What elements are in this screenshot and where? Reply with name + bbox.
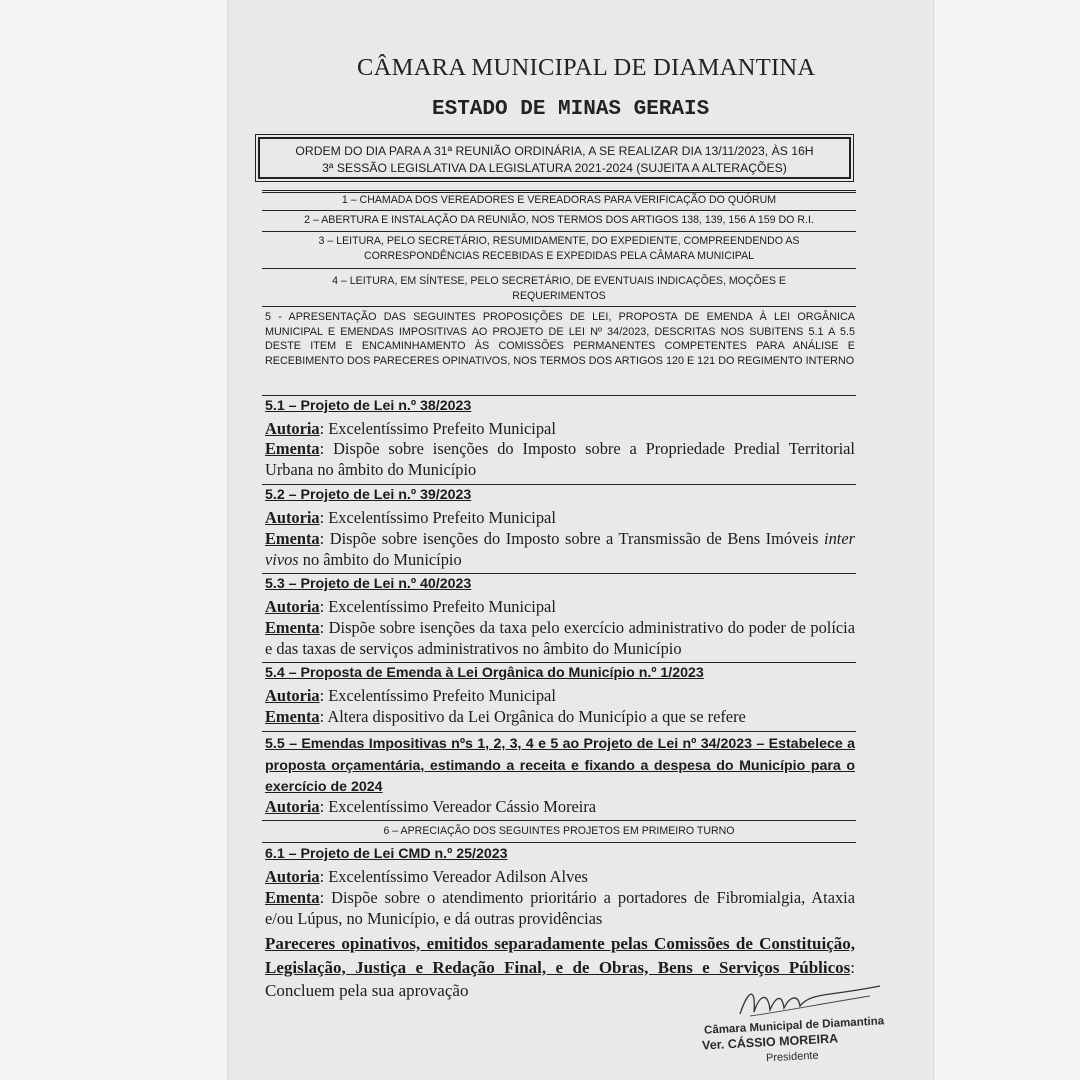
divider <box>262 210 856 211</box>
signature-institution: Câmara Municipal de Diamantina <box>703 1015 885 1037</box>
pareceres-label: Pareceres opinativos, emitidos separadamente pelas Comissões de Constituição, Legislação, Justiça e Redação Final, e de Obras, Bens e Serviços Públicos <box>265 934 855 977</box>
divider <box>262 820 856 821</box>
ordem-line-2: 3ª SESSÃO LEGISLATIVA DA LEGISLATURA 2021-2024 (SUJEITA A ALTERAÇÕES) <box>322 161 787 175</box>
ementa-label: Ementa <box>265 618 320 637</box>
subitem-5-4-autoria <box>265 686 855 706</box>
ementa-label: Ementa <box>265 439 320 458</box>
divider <box>262 731 856 732</box>
ementa-value: : Dispõe sobre isenções da taxa pelo exercício administrativo do poder de polícia e das taxas de serviços administrativos no âmbito do Município <box>265 618 855 658</box>
item-3-line-2: CORRESPONDÊNCIAS RECEBIDAS E EXPEDIDAS PELA CÂMARA MUNICIPAL <box>363 250 755 262</box>
divider <box>262 573 856 574</box>
subitem-6-1-autoria <box>265 867 855 887</box>
document-title: CÂMARA MUNICIPAL DE DIAMANTINA <box>357 54 816 81</box>
autoria-value: : Excelentíssimo Prefeito Municipal <box>319 686 556 705</box>
item-4-line-1: 4 – LEITURA, EM SÍNTESE, PELO SECRETÁRIO, DE EVENTUAIS INDICAÇÕES, MOÇÕES E <box>332 275 786 287</box>
signature-name: Ver. CÁSSIO MOREIRA <box>701 1031 839 1053</box>
subitem-5-4-ementa <box>265 707 855 727</box>
ementa-value: : Dispõe sobre isenções do Imposto sobre a Transmissão de Bens Imóveis <box>319 529 825 548</box>
item-2: 2 – ABERTURA E INSTALAÇÃO DA REUNIÃO, NOS TERMOS DOS ARTIGOS 138, 139, 156 A 159 DO R.I. <box>304 214 814 226</box>
divider <box>262 484 856 485</box>
ordem-do-dia-box <box>258 137 851 179</box>
subitem-5-2-heading: 5.2 – Projeto de Lei n.º 39/2023 <box>265 487 472 503</box>
divider <box>262 231 856 232</box>
document-subtitle: ESTADO DE MINAS GERAIS <box>432 98 710 121</box>
autoria-value: : Excelentíssimo Prefeito Municipal <box>319 508 556 527</box>
divider <box>262 842 856 843</box>
ementa-value: : Altera dispositivo da Lei Orgânica do Município a que se refere <box>319 707 746 726</box>
autoria-value: : Excelentíssimo Vereador Adilson Alves <box>319 867 588 886</box>
autoria-label: Autoria <box>265 867 320 886</box>
subitem-5-4-heading: 5.4 – Proposta de Emenda à Lei Orgânica do Município n.º 1/2023 <box>265 665 704 681</box>
subitem-5-3-autoria <box>265 597 855 617</box>
subitem-6-1-heading: 6.1 – Projeto de Lei CMD n.º 25/2023 <box>265 846 508 862</box>
subitem-6-1-ementa <box>265 887 855 929</box>
subitem-5-3-heading: 5.3 – Projeto de Lei n.º 40/2023 <box>265 576 472 592</box>
subitem-5-1-ementa <box>265 438 855 480</box>
autoria-label: Autoria <box>265 797 320 816</box>
divider <box>262 395 856 396</box>
subitem-5-2-autoria <box>265 508 855 528</box>
subitem-5-1-heading: 5.1 – Projeto de Lei n.º 38/2023 <box>265 398 472 414</box>
divider <box>262 268 856 269</box>
ementa-value: : Dispõe sobre isenções do Imposto sobre a Propriedade Predial Territorial Urbana no âmbito do Município <box>265 439 855 479</box>
pareceres-value: : Concluem pela sua aprovação <box>265 957 855 1000</box>
subitem-5-3-ementa <box>265 617 855 659</box>
ordem-line-1: ORDEM DO DIA PARA A 31ª REUNIÃO ORDINÁRIA, A SE REALIZAR DIA 13/11/2023, ÀS 16H <box>295 144 814 158</box>
signature-role: Presidente <box>765 1049 819 1065</box>
autoria-label: Autoria <box>265 419 320 438</box>
ementa-value: : Dispõe sobre o atendimento prioritário a portadores de Fibromialgia, Ataxia e/ou Lúpus, no Município, e dá outras providências <box>265 888 855 928</box>
divider <box>262 306 856 307</box>
divider <box>262 662 856 663</box>
president-signature <box>700 990 885 1080</box>
ementa-italic: inter vivos <box>265 529 855 569</box>
ementa-label: Ementa <box>265 529 320 548</box>
subitem-5-1-autoria <box>265 419 855 439</box>
item-5: 5 - APRESENTAÇÃO DAS SEGUINTES PROPOSIÇÕES DE LEI, PROPOSTA DE EMENDA À LEI ORGÂNICA MUNICIPAL E EMENDAS IMPOSITIVAS AO PROJETO DE LEI Nº 34/2023, DESCRITAS NOS SUBITENS 5.1 A 5.5 DESTE ITEM E ENCAMINHAMENTO ÀS COMISSÕES PERMANENTES COMPETENTES PARA ANÁLISE E RECEBIMENTO DOS PARECERES OPINATIVOS, NOS TERMOS DOS ARTIGOS 120 E 121 DO REGIMENTO INTERNO <box>265 311 855 367</box>
item-1: 1 – CHAMADA DOS VEREADORES E VEREADORAS PARA VERIFICAÇÃO DO QUÓRUM <box>341 194 777 206</box>
ementa-value-end: no âmbito do Município <box>298 550 462 569</box>
item-4-line-2: REQUERIMENTOS <box>512 290 606 302</box>
ementa-label: Ementa <box>265 707 320 726</box>
item-6: 6 – APRECIAÇÃO DOS SEGUINTES PROJETOS EM PRIMEIRO TURNO <box>383 825 735 837</box>
autoria-label: Autoria <box>265 597 320 616</box>
subitem-5-2-ementa <box>265 528 855 570</box>
subitem-5-5-heading: 5.5 – Emendas Impositivas nºs 1, 2, 3, 4 e 5 ao Projeto de Lei nº 34/2023 – Estabelece a proposta orçamentária, estimando a receita e fixando a despesa do Município para o exercício de 2024 <box>265 736 855 795</box>
autoria-label: Autoria <box>265 686 320 705</box>
autoria-value: : Excelentíssimo Prefeito Municipal <box>319 597 556 616</box>
autoria-value: : Excelentíssimo Prefeito Municipal <box>319 419 556 438</box>
subitem-5-5-autoria <box>265 797 855 817</box>
autoria-label: Autoria <box>265 508 320 527</box>
item-3-line-1: 3 – LEITURA, PELO SECRETÁRIO, RESUMIDAMENTE, DO EXPEDIENTE, COMPREENDENDO AS <box>318 235 800 247</box>
ementa-label: Ementa <box>265 888 320 907</box>
autoria-value: : Excelentíssimo Vereador Cássio Moreira <box>319 797 597 816</box>
